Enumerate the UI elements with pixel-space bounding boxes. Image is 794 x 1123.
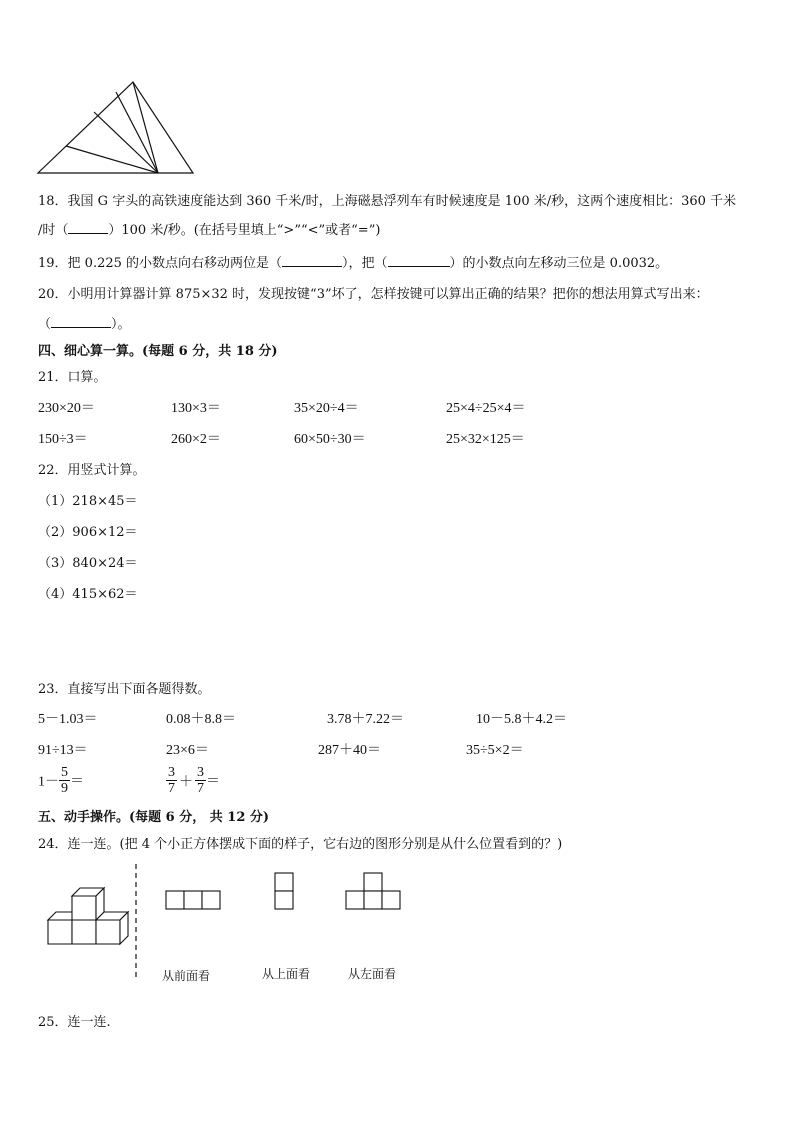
q21-r1-c4: 25×4÷25×4＝	[446, 401, 526, 416]
q22-item-2: （2）906×12＝	[38, 525, 138, 540]
q24-label-top: 从上面看	[262, 967, 311, 981]
front-view-shape	[166, 891, 220, 909]
q22-item-4: （4）415×62＝	[38, 587, 138, 602]
q24-label-front: 从前面看	[162, 969, 211, 983]
q23-title: 23．直接写出下面各题得数。	[38, 682, 211, 697]
frac2-denominator-1: 7	[168, 781, 175, 796]
q23-frac2-equals: ＝	[206, 774, 220, 790]
frac1-denominator: 9	[61, 781, 68, 796]
section4-title: 四、细心算一算。(每题 6 分，共 18 分)	[38, 344, 278, 359]
q21-title: 21．口算。	[38, 370, 107, 385]
q18-line2-start: /时（	[38, 223, 69, 238]
q21-r2-c1: 150÷3＝	[38, 432, 88, 447]
q21-r2-c2: 260×2＝	[171, 432, 221, 447]
frac2-denominator-2: 7	[197, 781, 204, 796]
q20-line1: 20．小明用计算器计算 875×32 时，发现按键“3”坏了，怎样按键可以算出正确的结果？把你的想法用算式写出来：	[38, 287, 709, 302]
q22-title: 22．用竖式计算。	[38, 463, 146, 478]
q23-r2-c2: 23×6＝	[166, 743, 209, 758]
q23-r2-c1: 91÷13＝	[38, 743, 88, 758]
section5-title: 五、动手操作。(每题 6 分， 共 12 分)	[38, 810, 270, 825]
cube-structure	[48, 888, 128, 944]
q23-r2-c4: 35÷5×2＝	[466, 743, 524, 758]
q21-r2-c3: 60×50÷30＝	[294, 432, 366, 447]
q21-r1-c3: 35×20÷4＝	[294, 401, 359, 416]
q21-r2-c4: 25×32×125＝	[446, 432, 525, 447]
q23-frac1-equals: ＝	[70, 774, 84, 790]
q23-frac1-prefix: 1－	[38, 774, 59, 790]
q22-item-1: （1）218×45＝	[38, 494, 138, 509]
q23-r2-c3: 287＋40＝	[318, 743, 381, 758]
left-view-shape	[346, 873, 400, 909]
q24-label-left: 从左面看	[348, 967, 397, 981]
q23-r1-c2: 0.08＋8.8＝	[166, 712, 236, 727]
q23-r1-c4: 10－5.8＋4.2＝	[476, 712, 567, 727]
q19-text-c: ）的小数点向左移动三位是 0.0032。	[449, 256, 669, 271]
q23-frac2-plus: ＋	[179, 774, 193, 790]
q21-r1-c2: 130×3＝	[171, 401, 221, 416]
frac2-numerator-1: 3	[168, 765, 175, 780]
q20-open-paren: （	[38, 317, 52, 332]
q23-r1-c3: 3.78＋7.22＝	[327, 712, 404, 727]
frac2-numerator-2: 3	[197, 765, 204, 780]
q22-item-3: （3）840×24＝	[38, 556, 138, 571]
top-view-shape	[275, 873, 293, 909]
q19-text-b: ），把（	[342, 256, 388, 271]
q18-line1: 18．我国 G 字头的高铁速度能达到 360 千米/时，上海磁悬浮列车有时候速度是 100 米/秒，这两个速度相比：360 千米	[38, 194, 737, 209]
q23-r1-c1: 5－1.03＝	[38, 712, 98, 727]
q24-title: 24．连一连。(把 4 个小正方体摆成下面的样子，它右边的图形分别是从什么位置看到的？)	[38, 837, 563, 852]
q19-text-a: 19．把 0.225 的小数点向右移动两位是（	[38, 256, 283, 271]
q21-r1-c1: 230×20＝	[38, 401, 95, 416]
q18-line2-end: ）100 米/秒。(在括号里填上“>”“<”或者“=”)	[108, 223, 381, 238]
q20-close-paren: ）。	[111, 317, 131, 332]
frac1-numerator: 5	[61, 765, 68, 780]
q25-title: 25．连一连.	[38, 1015, 111, 1030]
